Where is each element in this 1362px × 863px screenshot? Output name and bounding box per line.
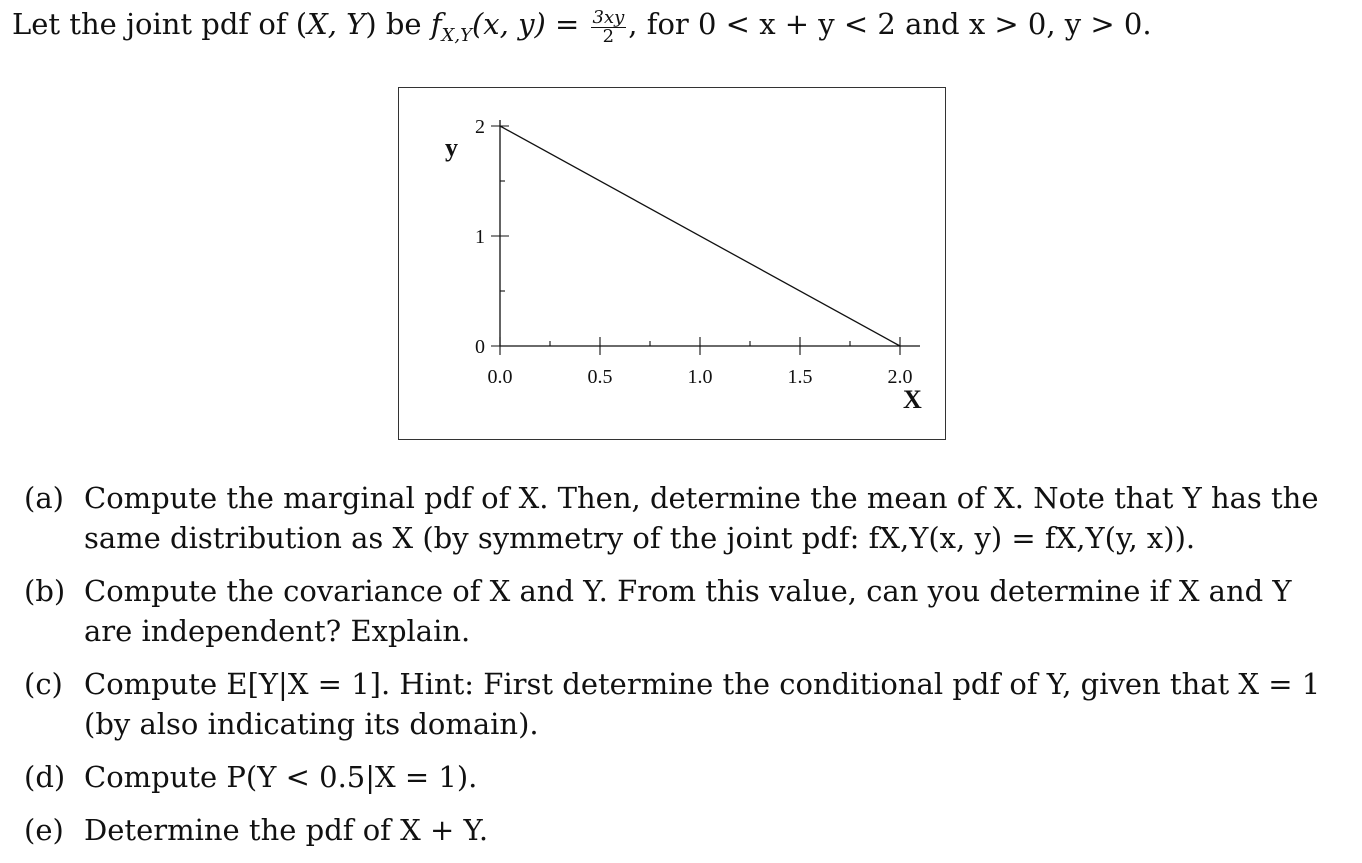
question-part-c [24, 664, 1344, 744]
question-part-a [24, 478, 1344, 558]
intro-f: f [430, 7, 442, 41]
question-part-b [24, 571, 1344, 651]
fraction-numerator: 3xy [592, 7, 625, 29]
problem-statement [12, 2, 1352, 58]
part-label: (e) [24, 813, 64, 847]
support-figure [398, 87, 946, 440]
part-text: Compute the marginal pdf of X. Then, determine the mean of X. Note that Y has the same distribution as X (by symmetry of the joint pdf: fX,Y(x, y) = fX,Y(y, x)). [84, 481, 1319, 555]
x-tick-label: 2.0 [887, 366, 913, 388]
question-part-e [24, 810, 1344, 850]
y-tick-label: 1 [475, 226, 485, 248]
support-chart [399, 88, 947, 441]
series [500, 126, 900, 346]
part-label: (b) [24, 574, 66, 608]
x-axis-title: X [903, 385, 922, 414]
ticks [491, 126, 900, 355]
part-text: Compute P(Y < 0.5|X = 1). [84, 760, 478, 794]
series-line [500, 126, 900, 346]
question-part-d [24, 757, 1344, 797]
part-text: Compute E[Y|X = 1]. Hint: First determine the conditional pdf of Y, given that X = 1 (by also indicating its domain). [84, 667, 1321, 741]
part-text: Compute the covariance of X and Y. From this value, can you determine if X and Y are independent? Explain. [84, 574, 1292, 648]
x-tick-label: 0.5 [587, 366, 613, 388]
axes [500, 120, 920, 346]
part-label: (c) [24, 667, 63, 701]
part-label: (d) [24, 760, 66, 794]
y-tick-label: 0 [475, 336, 485, 358]
intro-prefix: Let the joint pdf of ( [12, 7, 308, 41]
y-tick-label: 2 [475, 116, 485, 138]
x-tick-label: 1.5 [787, 366, 813, 388]
intro-vars: X, Y [307, 7, 366, 41]
y-axis-title: y [445, 133, 458, 162]
intro-f-args: (x, y) = [471, 7, 589, 41]
intro-be: ) be [365, 7, 431, 41]
intro-suffix: , for 0 < x + y < 2 and x > 0, y > 0. [628, 7, 1152, 41]
part-label: (a) [24, 481, 64, 515]
pdf-fraction [591, 9, 627, 46]
x-tick-label: 1.0 [687, 366, 713, 388]
tick-labels [475, 116, 913, 388]
fraction-denominator: 2 [602, 26, 615, 48]
question-parts [24, 478, 1344, 863]
intro-f-sub: X,Y [441, 24, 472, 46]
x-tick-label: 0.0 [487, 366, 513, 388]
part-text: Determine the pdf of X + Y. [84, 813, 489, 847]
